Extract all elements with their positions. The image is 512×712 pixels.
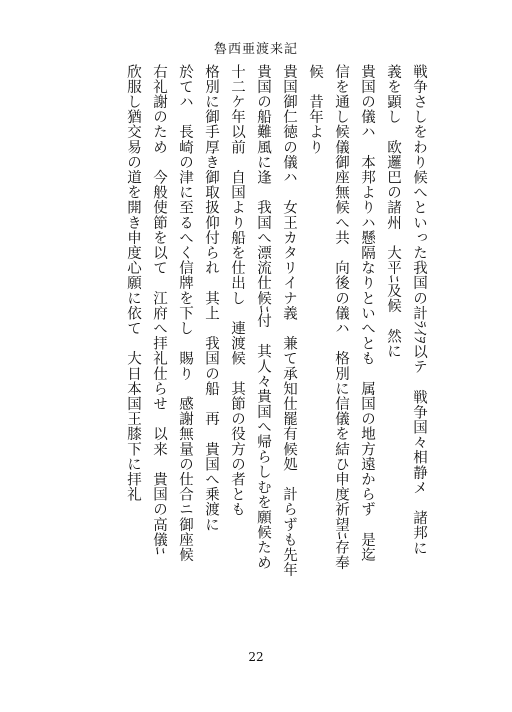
text-line: 貴国の儀ハ 本邦よりハ懸隔なりといへとも 属国の地方遠からず 是迄 bbox=[359, 64, 375, 563]
text-line: 格別に御手厚き御取扱仰付られ 其上 我国の船 再 貴国へ乗渡に bbox=[203, 64, 219, 533]
page-number: 22 bbox=[248, 650, 264, 664]
text-line: 貴国の船難風に逢 我国へ漂流仕候ﾆ付 其人々貴国へ帰らしむを願候ため bbox=[255, 64, 271, 571]
text-line: 信を通し候儀御座無候へ共 向後の儀ハ 格別に信儀を結ひ申度祈望ﾆ存奉 bbox=[333, 64, 349, 571]
text-line: 十二ケ年以前 自国より船を仕出し 連渡候 其節の役方の者とも bbox=[229, 64, 245, 517]
text-line: 戦争さしをわり候へといった我国の計ﾗｲｦ以テ 戦争国々相静メ 諸邦に bbox=[411, 64, 427, 556]
text-line: 候 昔年より bbox=[307, 64, 323, 155]
text-line: 欣服し猶交易の道を開き申度心願に依て 大日本国王膝下に拝礼 bbox=[125, 64, 141, 502]
document-body bbox=[48, 64, 432, 584]
text-line: 義を顕し 欧邏巴の諸州 大平ﾆ及候 然に bbox=[385, 64, 401, 359]
text-line: 貴国御仁徳の儀ハ 女王カタリイナ義 兼て承知仕罷有候処 計らずも先年 bbox=[281, 64, 297, 578]
page-title: 魯西亜渡来記 bbox=[213, 42, 298, 57]
text-line: 於てハ 長崎の津に至るへく信牌を下し 賜り 感謝無量の仕合ニ御座候 bbox=[177, 64, 193, 563]
text-line: 右礼謝のため 今般使節を以て 江府へ拝礼仕らせ 以来 貴国の高儀ﾆ bbox=[151, 64, 167, 556]
